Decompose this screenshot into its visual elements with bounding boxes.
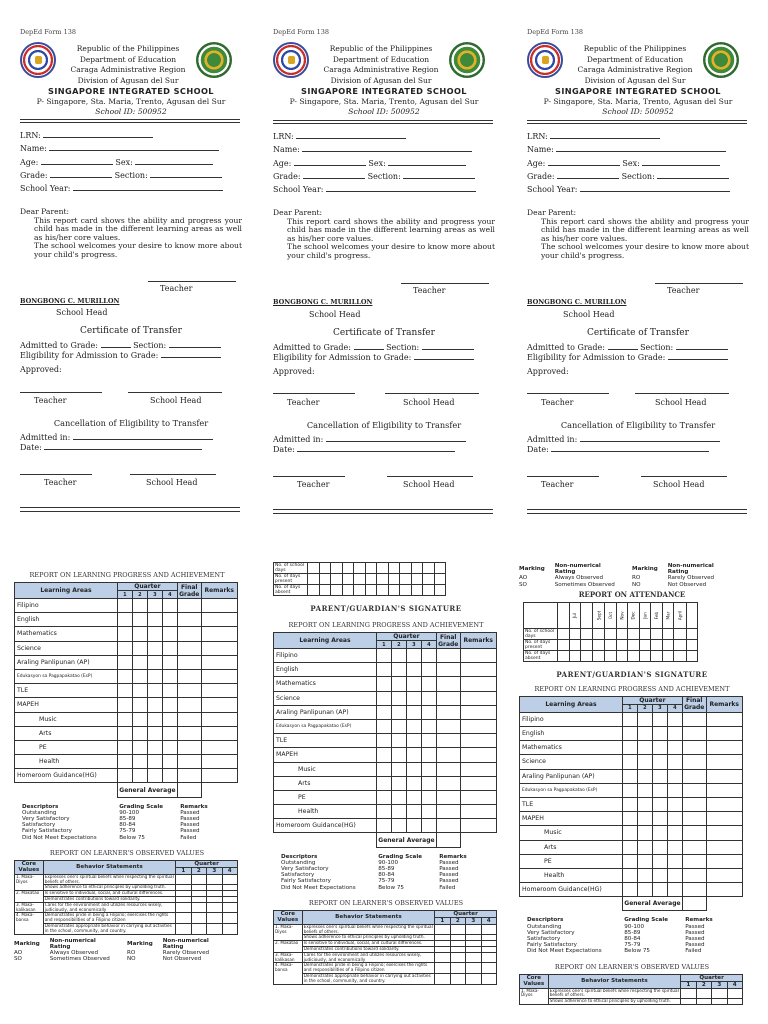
school-head-name: BONGBONG C. MURILLON (20, 297, 120, 305)
header-rule (527, 123, 747, 124)
observed-values-table: Core Values Behavior Statements Quarter 1 2 3 4 1. Maka-Diyos Expresses one's spiritual beliefs while respecting the spiritual beliefs of others. Shows adherence to ethical principles by upholding truth. 2. Makatao Is sensitive to individual, social, and cultural differences. Demonstrates contributions toward solidarity. 3. Maka-kalikasan Cares for the environment and utilizes resources wisely, judiciously, and economically 4. Maka-bansa Demonstrates pride in being a Filipino; exercises the rights and responsibilities of a Filipino citizen Demonstrates appropriate behavior in carrying out activities in the school, community, and country. (14, 860, 238, 935)
school-head-label: School Head (563, 310, 615, 319)
cancellation-title: Cancellation of Eligibility to Transfer (306, 420, 462, 430)
table-row (15, 627, 238, 641)
letter-salutation: Dear Parent: (527, 208, 577, 217)
table-row: 1. Maka-Diyos Expresses one's spiritual beliefs while respecting the spiritual beliefs of others. (15, 874, 238, 885)
area-homeroom: Homeroom Guidance(HG) (15, 769, 118, 783)
approved-label: Approved: (527, 367, 569, 376)
table-row (520, 854, 743, 868)
area-english: English (274, 663, 377, 677)
area-mapeh: MAPEH (15, 698, 118, 712)
area-health: Health (274, 805, 377, 819)
form-tag: DepEd Form 138 (527, 28, 584, 36)
letter-paragraph: This report card shows the ability and progress your child has made in the different learning areas as well as his/her core values. (541, 216, 749, 243)
col-learning-areas: Learning Areas (15, 583, 118, 599)
certificate-of-transfer-title: Certificate of Transfer (333, 328, 435, 338)
teacher-signature-line (401, 283, 489, 284)
area-music: Music (274, 762, 377, 776)
school-head-signature-line (128, 392, 222, 393)
table-row: 3. Maka-kalikasan Cares for the environment and utilizes resources wisely, judiciously, and economically (274, 952, 497, 963)
teacher-label: Teacher (297, 480, 330, 489)
table-row (15, 613, 238, 627)
learning-areas-table (14, 582, 238, 798)
admitted-in-field: Admitted in: (20, 432, 213, 442)
footer-rule (527, 513, 747, 514)
table-row: 4. Maka-bansa Demonstrates pride in being a Filipino; exercises the rights and responsibilities of a Filipino citizen (274, 963, 497, 974)
admitted-to-grade-field: Admitted to Grade: Section: (20, 340, 221, 350)
area-mapeh: MAPEH (520, 812, 623, 826)
school-head-label: School Head (403, 398, 455, 407)
teacher-label: Teacher (667, 286, 700, 295)
table-row (520, 769, 743, 783)
admitted-to-grade-field: Admitted to Grade: Section: (527, 342, 728, 352)
attendance-title: REPORT ON ATTENDANCE (578, 589, 686, 599)
table-row: No. of school days (524, 628, 698, 639)
table-row (520, 797, 743, 811)
deped-seal-icon (20, 42, 56, 78)
cancellation-title: Cancellation of Eligibility to Transfer (53, 418, 209, 428)
table-row (520, 883, 743, 897)
quarter-4: 4 (162, 591, 177, 599)
observed-values-table: Core Values Behavior Statements Quarter 1 2 3 4 1. Maka-Diyos Expresses one's spiritual beliefs while respecting the spiritual beliefs of others. Shows adherence to ethical principles by upholding truth. 2. Makatao Is sensitive to individual, social, and cultural differences. Demonstrates contributions toward solidarity. 3. Maka-kalikasan Cares for the environment and utilizes resources wisely, judiciously, and economically 4. Maka-bansa Demonstrates pride in being a Filipino; exercises the rights and responsibilities of a Filipino citizen Demonstrates appropriate behavior in carrying out activities in the school, community, and country. (273, 910, 497, 985)
header-republic: Republic of the Philippines (583, 44, 687, 53)
quarter-1: 1 (117, 591, 132, 599)
grade-section-field: Grade: Section: (527, 171, 729, 181)
table-row (15, 698, 238, 712)
area-esp: Edukasyon sa Pagpapakatao (EsP) (15, 669, 118, 683)
header-rule (527, 120, 747, 121)
eligibility-field: Eligibility for Admission to Grade: (20, 350, 221, 360)
area-pe: PE (274, 790, 377, 804)
area-mathematics: Mathematics (15, 627, 118, 641)
eligibility-field: Eligibility for Admission to Grade: (527, 352, 728, 362)
descriptors-table: Descriptors Grading Scale Remarks Outstanding 90-100 Passed Very Satisfactory 85-89 Passed Satisfactory 80-84 Passed Fairly Satisfactory 75-79 Passed Did Not Meet Expectations Below 75 Failed (281, 853, 467, 891)
school-head-label: School Head (146, 478, 198, 487)
school-head-signature-line (130, 474, 216, 475)
area-pe: PE (15, 740, 118, 754)
area-science: Science (274, 691, 377, 705)
header (64, 44, 192, 86)
descriptors-table: Descriptors Grading Scale Remarks Outstanding 90-100 Passed Very Satisfactory 85-89 Passed Satisfactory 80-84 Passed Fairly Satisfactory 75-79 Passed Did Not Meet Expectations Below 75 Failed (14, 804, 214, 841)
certificate-of-transfer-title: Certificate of Transfer (80, 326, 182, 336)
deped-seal-icon (527, 42, 563, 78)
table-row: Shows adherence to ethical principles by upholding truth. (520, 999, 743, 1005)
table-row (274, 734, 497, 748)
table-row (274, 663, 497, 677)
table-row: Demonstrates appropriate behavior in carrying out activities in the school, community, and country. (15, 924, 238, 935)
area-science: Science (520, 755, 623, 769)
quarter-3: 3 (147, 591, 162, 599)
teacher-signature-line (527, 393, 609, 394)
header-rule (20, 119, 240, 120)
header-department: Department of Education (586, 54, 684, 64)
area-health: Health (520, 868, 623, 882)
footer-rule (20, 507, 240, 508)
table-row (520, 812, 743, 826)
table-row (15, 669, 238, 683)
col-quarter: Quarter (376, 633, 436, 641)
teacher-label: Teacher (160, 284, 193, 293)
table-row: 2. Makatao Is sensitive to individual, social, and cultural differences. (15, 891, 238, 897)
learning-areas-table: Learning Areas Quarter Final Grade Remarks 1 2 3 4 Filipino English Mathematics Science Araling Panlipunan (AP) Edukasyon sa Pagpapakatao (EsP) TLE MAPEH Music Arts PE Health Homeroom Guidance(HG) General Average (273, 632, 497, 848)
observed-values-title: REPORT ON LEARNER'S OBSERVED VALUES (308, 898, 464, 907)
table-row (520, 741, 743, 755)
table-row (520, 783, 743, 797)
school-address: P- Singapore, Sta. Maria, Trento, Agusan del Sur (543, 97, 733, 106)
school-head-label: School Head (403, 480, 455, 489)
table-row: No. of days present (524, 639, 698, 650)
table-row: 4. Maka-bansa Demonstrates pride in being a Filipino; exercises the rights and responsibilities of a Filipino citizen (15, 913, 238, 924)
header-region: Caraga Administrative Region (70, 65, 186, 74)
name-field: Name: (527, 144, 726, 154)
school-head-label: School Head (309, 310, 361, 319)
school-name: SINGAPORE INTEGRATED SCHOOL (301, 86, 467, 96)
area-pe: PE (520, 854, 623, 868)
table-row (274, 805, 497, 819)
col-quarter: Quarter (176, 860, 238, 867)
parent-signature-title: PARENT/GUARDIAN'S SIGNATURE (310, 604, 462, 613)
header-division: Division of Agusan del Sur (77, 75, 179, 85)
teacher-signature-line (655, 283, 743, 284)
header-rule (273, 120, 493, 121)
teacher-label: Teacher (34, 396, 67, 405)
area-science: Science (15, 641, 118, 655)
teacher-signature-line (273, 393, 355, 394)
table-row (520, 712, 743, 726)
school-name: SINGAPORE INTEGRATED SCHOOL (555, 86, 721, 96)
table-row: Shows adherence to ethical principles by upholding truth. (15, 885, 238, 891)
date-field: Date: (273, 444, 455, 454)
header-division: Division of Agusan del Sur (584, 75, 686, 85)
descriptors-table: Descriptors Grading Scale Remarks Outstanding 90-100 Passed Very Satisfactory 85-89 Passed Satisfactory 80-84 Passed Fairly Satisfactory 75-79 Passed Did Not Meet Expectations Below 75 Failed (527, 917, 713, 955)
table-row (274, 776, 497, 790)
table-row: No. of days absent (524, 650, 698, 661)
learning-progress-title: REPORT ON LEARNING PROGRESS AND ACHIEVEMENT (534, 684, 730, 693)
school-head-signature-line (635, 393, 729, 394)
table-row: 1. Maka-Diyos Expresses one's spiritual beliefs while respecting the spiritual beliefs of others. (274, 924, 497, 935)
table-row (15, 769, 238, 783)
area-tle: TLE (15, 684, 118, 698)
division-seal-icon (703, 42, 739, 78)
area-arts: Arts (15, 726, 118, 740)
table-row (520, 840, 743, 854)
lrn-field: LRN: (273, 131, 406, 141)
attendance-section (273, 562, 499, 985)
table-row (274, 705, 497, 719)
header-rule (273, 123, 493, 124)
school-head-label: School Head (56, 308, 108, 317)
grade-section-field: Grade: Section: (20, 170, 222, 180)
teacher-signature-line (527, 476, 599, 477)
admitted-in-field: Admitted in: (527, 434, 720, 444)
letter-paragraph: This report card shows the ability and progress your child has made in the different learning areas as well as his/her core values. (34, 215, 242, 242)
table-row: Shows adherence to ethical principles by upholding truth. (274, 935, 497, 941)
attendance-table (273, 562, 446, 596)
attendance-section (519, 563, 745, 1005)
report-card-2 (273, 0, 513, 1024)
teacher-label: Teacher (541, 398, 574, 407)
table-row (520, 826, 743, 840)
area-mathematics: Mathematics (520, 741, 623, 755)
header-department: Department of Education (332, 54, 430, 64)
table-row (15, 712, 238, 726)
descriptors-head: Descriptors (22, 803, 59, 810)
letter-paragraph: The school welcomes your desire to know more about your child's progress. (541, 242, 749, 260)
name-field: Name: (20, 143, 219, 153)
area-health: Health (15, 755, 118, 769)
table-row (15, 726, 238, 740)
age-sex-field: Age: Sex: (273, 158, 466, 168)
col-remarks: Remarks (201, 583, 238, 599)
school-year-field: School Year: (273, 184, 476, 194)
col-quarter: Quarter (117, 583, 177, 591)
date-field: Date: (20, 442, 202, 452)
area-esp: Edukasyon sa Pagpapakatao (EsP) (274, 719, 377, 733)
marking-legend: Marking Non-numerical Rating Marking Non-numerical Rating AO Always Observed RO Rarely Observed SO Sometimes Observed NO Not Observed (519, 563, 715, 588)
cancellation-title: Cancellation of Eligibility to Transfer (560, 420, 716, 430)
area-mathematics: Mathematics (274, 677, 377, 691)
area-ap: Araling Panlipunan (AP) (274, 705, 377, 719)
division-seal-icon (449, 42, 485, 78)
parent-letter (20, 208, 242, 260)
area-esp: Edukasyon sa Pagpapakatao (EsP) (520, 783, 623, 797)
footer-rule (20, 511, 240, 512)
teacher-label: Teacher (287, 398, 320, 407)
table-row (15, 655, 238, 669)
school-head-label: School Head (150, 396, 202, 405)
approved-label: Approved: (273, 367, 315, 376)
admitted-to-grade-field: Admitted to Grade: Section: (273, 342, 474, 352)
table-row: No. of days present (274, 574, 446, 585)
teacher-signature-line (20, 474, 92, 475)
area-english: English (15, 613, 118, 627)
table-row (520, 727, 743, 741)
school-head-name: BONGBONG C. MURILLON (273, 298, 373, 306)
observed-values-title: REPORT ON LEARNER'S OBSERVED VALUES (49, 848, 205, 857)
table-row (274, 790, 497, 804)
general-average-label: General Average (622, 897, 682, 911)
learning-progress-title: REPORT ON LEARNING PROGRESS AND ACHIEVEMENT (29, 571, 225, 579)
teacher-label: Teacher (44, 478, 77, 487)
approved-label: Approved: (20, 365, 62, 374)
learning-progress-section (14, 571, 240, 962)
school-head-signature-line (387, 476, 473, 477)
area-filipino: Filipino (520, 712, 623, 726)
area-music: Music (520, 826, 623, 840)
teacher-label: Teacher (541, 480, 574, 489)
header-rule (20, 122, 240, 123)
area-mapeh: MAPEH (274, 748, 377, 762)
table-row (520, 868, 743, 882)
table-row: 2. Makatao Is sensitive to individual, social, and cultural differences. (274, 941, 497, 947)
report-card-3 (519, 0, 767, 1024)
parent-signature-title: PARENT/GUARDIAN'S SIGNATURE (556, 669, 708, 679)
observed-values-title: REPORT ON LEARNER'S OBSERVED VALUES (554, 962, 710, 971)
table-row: 1. Maka-Diyos Expresses one's spiritual beliefs while respecting the spiritual beliefs of others. (520, 988, 743, 999)
letter-paragraph: This report card shows the ability and progress your child has made in the different learning areas as well as his/her core values. (287, 216, 495, 243)
school-address: P- Singapore, Sta. Maria, Trento, Agusan del Sur (289, 97, 479, 106)
col-final-grade: Final Grade (179, 583, 200, 598)
marking-legend: Marking Non-numerical Rating Marking Non-numerical Rating AO Always Observed RO Rarely Observed SO Sometimes Observed NO Not Observed (14, 937, 210, 963)
table-row (274, 762, 497, 776)
school-name: SINGAPORE INTEGRATED SCHOOL (48, 86, 214, 96)
grade-section-field: Grade: Section: (273, 171, 475, 181)
area-arts: Arts (274, 776, 377, 790)
table-row: Demonstrates contributions toward solidarity. (15, 897, 238, 903)
table-row (274, 677, 497, 691)
name-field: Name: (273, 144, 472, 154)
table-row: No. of school days (274, 563, 446, 574)
area-filipino: Filipino (15, 599, 118, 613)
parent-letter (273, 209, 495, 261)
area-ap: Araling Panlipunan (AP) (15, 655, 118, 669)
school-year-field: School Year: (20, 183, 223, 193)
lrn-field: LRN: (20, 130, 153, 140)
school-address: P- Singapore, Sta. Maria, Trento, Agusan del Sur (36, 97, 226, 106)
deped-seal-icon (273, 42, 309, 78)
area-music: Music (15, 712, 118, 726)
school-head-label: School Head (655, 398, 707, 407)
admitted-in-field: Admitted in: (273, 434, 466, 444)
table-row: Demonstrates contributions toward solidarity. (274, 947, 497, 953)
letter-salutation: Dear Parent: (273, 208, 323, 217)
general-average-row (274, 833, 497, 847)
remarks-head: Remarks (180, 803, 208, 810)
footer-rule (273, 509, 493, 510)
general-average-label: General Average (376, 833, 436, 847)
table-row (15, 740, 238, 754)
school-id: School ID: 500952 (348, 107, 420, 116)
col-final-grade: Final Grade (438, 633, 459, 648)
area-tle: TLE (520, 797, 623, 811)
attendance-table: Jul Sept Oct Nov Dec Jan Feb Mar April No. of school days No. of days present No. of days absent (523, 602, 698, 662)
learning-progress-title: REPORT ON LEARNING PROGRESS AND ACHIEVEMENT (288, 621, 484, 629)
form-tag: DepEd Form 138 (273, 28, 330, 36)
school-id: School ID: 500952 (95, 107, 167, 116)
school-head-name: BONGBONG C. MURILLON (527, 298, 627, 306)
col-learning-areas: Learning Areas (274, 633, 377, 649)
header-division: Division of Agusan del Sur (330, 75, 432, 85)
eligibility-field: Eligibility for Admission to Grade: (273, 352, 474, 362)
letter-paragraph: The school welcomes your desire to know more about your child's progress. (287, 242, 495, 260)
table-row: No. of days absent (274, 585, 446, 596)
date-field: Date: (527, 444, 709, 454)
letter-salutation: Dear Parent: (20, 207, 70, 216)
table-row: Demonstrates appropriate behavior in carrying out activities in the school, community, and country. (274, 974, 497, 985)
quarter-2: 2 (132, 591, 147, 599)
area-ap: Araling Panlipunan (AP) (520, 769, 623, 783)
lrn-field: LRN: (527, 131, 660, 141)
header-department: Department of Education (79, 54, 177, 64)
table-row (274, 691, 497, 705)
footer-rule (527, 509, 747, 510)
table-row (274, 819, 497, 833)
header (317, 44, 445, 86)
school-head-signature-line (641, 476, 727, 477)
area-arts: Arts (520, 840, 623, 854)
teacher-label: Teacher (413, 286, 446, 295)
col-remarks: Remarks (460, 633, 497, 649)
grading-scale-head: Grading Scale (119, 803, 164, 810)
col-core-values: Core Values (15, 860, 44, 874)
observed-values-table: Core Values Behavior Statements Quarter 1 2 3 4 1. Maka-Diyos Expresses one's spiritual beliefs while respecting the spiritual beliefs of others. Shows adherence to ethical principles by upholding truth. (519, 974, 743, 1005)
header-region: Caraga Administrative Region (577, 65, 693, 74)
table-row (15, 641, 238, 655)
table-row (15, 755, 238, 769)
table-row (15, 599, 238, 613)
table-row (15, 684, 238, 698)
area-homeroom: Homeroom Guidance(HG) (274, 819, 377, 833)
division-seal-icon (196, 42, 232, 78)
age-sex-field: Age: Sex: (20, 157, 213, 167)
general-average-row (15, 783, 238, 797)
school-year-field: School Year: (527, 184, 730, 194)
teacher-signature-line (148, 281, 236, 282)
area-homeroom: Homeroom Guidance(HG) (520, 883, 623, 897)
table-row (274, 748, 497, 762)
general-average-row (520, 897, 743, 911)
school-id: School ID: 500952 (602, 107, 674, 116)
school-head-label: School Head (653, 480, 705, 489)
report-card-1 (14, 0, 260, 1024)
header-republic: Republic of the Philippines (329, 44, 433, 53)
letter-paragraph: The school welcomes your desire to know more about your child's progress. (34, 241, 242, 259)
teacher-signature-line (20, 392, 102, 393)
parent-letter (527, 209, 749, 261)
learning-areas-table: Learning Areas Quarter Final Grade Remarks 1 2 3 4 Filipino English Mathematics Science Araling Panlipunan (AP) Edukasyon sa Pagpapakatao (EsP) TLE MAPEH Music Arts PE Health Homeroom Guidance(HG) General Average (519, 696, 743, 912)
general-average-label: General Average (117, 783, 177, 797)
school-head-signature-line (385, 393, 479, 394)
col-behavior: Behavior Statements (43, 860, 175, 874)
table-row (274, 719, 497, 733)
area-tle: TLE (274, 734, 377, 748)
area-filipino: Filipino (274, 649, 377, 663)
table-row (274, 649, 497, 663)
teacher-signature-line (273, 476, 345, 477)
header (571, 44, 699, 86)
header-region: Caraga Administrative Region (323, 65, 439, 74)
area-english: English (520, 727, 623, 741)
age-sex-field: Age: Sex: (527, 158, 720, 168)
table-row: 3. Maka-kalikasan Cares for the environment and utilizes resources wisely, judiciously, and economically (15, 902, 238, 913)
certificate-of-transfer-title: Certificate of Transfer (587, 328, 689, 338)
header-republic: Republic of the Philippines (76, 44, 180, 53)
form-tag: DepEd Form 138 (20, 28, 77, 36)
table-row (520, 755, 743, 769)
footer-rule (273, 513, 493, 514)
